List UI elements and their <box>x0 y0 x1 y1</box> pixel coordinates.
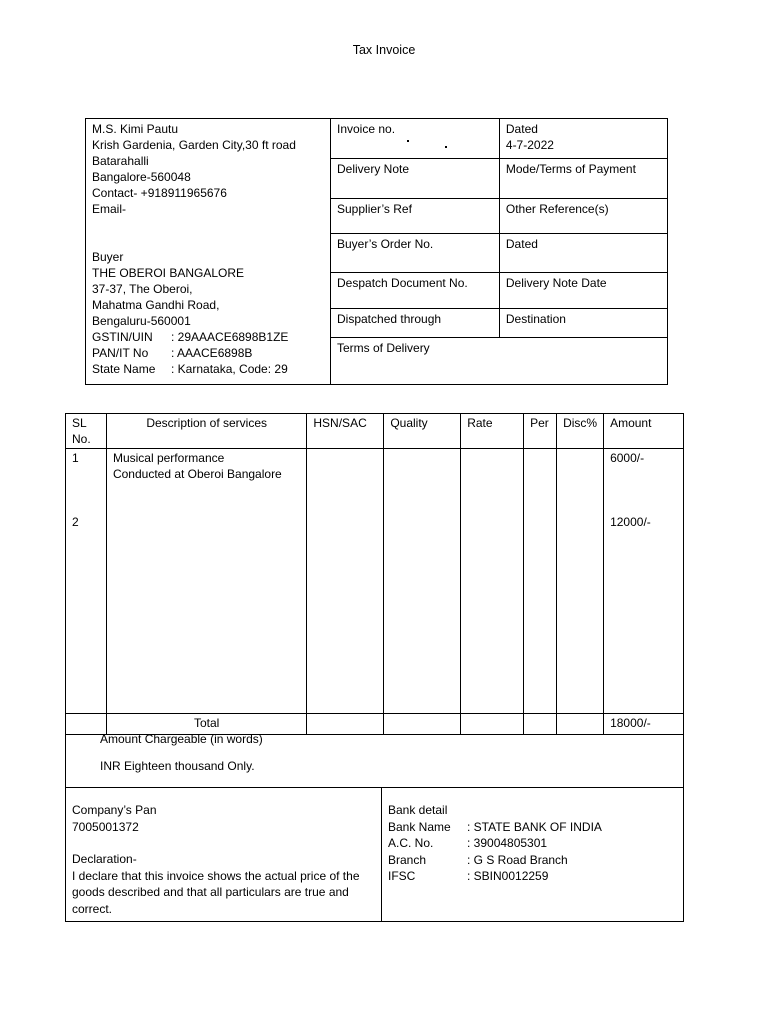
dated-value: 4-7-2022 <box>505 138 554 152</box>
ifsc-label: IFSC <box>388 869 416 883</box>
delivery-note-cell <box>331 159 500 199</box>
header-per: Per <box>524 414 557 449</box>
gstin-value: : 29AAACE6898B1ZE <box>171 330 289 344</box>
buyer-address-line1: 37-37, The Oberoi, <box>92 282 193 296</box>
account-value: : 39004805301 <box>467 836 548 850</box>
header-quality: Quality <box>384 414 461 449</box>
terms-of-delivery-label: Terms of Delivery <box>337 341 430 355</box>
buyer-address-line3: Bengaluru-560001 <box>92 314 191 328</box>
branch-value: : G S Road Branch <box>467 852 568 867</box>
bank-name-label: Bank Name <box>388 819 451 834</box>
amount-words-value: INR Eighteen thousand Only. <box>100 759 255 773</box>
amount-in-words-box <box>65 731 684 787</box>
amount-words-label: Amount Chargeable (in words) <box>100 732 263 746</box>
delivery-note-date-label: Delivery Note Date <box>505 276 607 290</box>
pan-value: : AAACE6898B <box>171 346 253 360</box>
branch-row <box>388 852 677 869</box>
dated-cell <box>499 119 667 159</box>
seller-email: Email- <box>92 202 127 216</box>
total-label: Total <box>106 714 306 735</box>
terms-of-delivery-cell <box>331 338 668 385</box>
header-disc: Disc% <box>557 414 604 449</box>
despatch-doc-cell <box>331 273 500 309</box>
buyer-gstin <box>92 329 324 345</box>
seller-name: M.S. Kimi Pautu <box>92 122 179 136</box>
seller-buyer-cell <box>86 119 331 385</box>
bank-name-value: : STATE BANK OF INDIA <box>467 819 602 834</box>
buyer-state <box>92 361 324 377</box>
footer-table <box>65 787 684 922</box>
destination-label: Destination <box>505 312 566 326</box>
seller-address-line3: Bangalore-560048 <box>92 170 191 184</box>
bank-detail-cell <box>382 788 684 922</box>
seller-address-line2: Batarahalli <box>92 154 149 168</box>
state-value: : Karnataka, Code: 29 <box>171 362 288 376</box>
delivery-note-date-cell <box>499 273 667 309</box>
document-title: Tax Invoice <box>352 43 416 57</box>
suppliers-ref-cell <box>331 199 500 234</box>
seller-address-line1: Krish Gardenia, Garden City,30 ft road <box>92 138 296 152</box>
seller-contact: Contact- +918911965676 <box>92 186 227 200</box>
stray-mark <box>445 146 447 148</box>
header-rate: Rate <box>461 414 524 449</box>
header-sl: SL No. <box>66 414 107 449</box>
mode-terms-cell <box>499 159 667 199</box>
items-table <box>65 413 684 735</box>
account-label: A.C. No. <box>388 836 434 850</box>
declaration-label: Declaration- <box>72 852 137 866</box>
bank-name-row <box>388 819 677 836</box>
buyer-address-line2: Mahatma Gandhi Road, <box>92 298 220 312</box>
delivery-note-label: Delivery Note <box>337 162 410 176</box>
dated2-label: Dated <box>505 237 538 251</box>
ifsc-row <box>388 868 677 885</box>
items-header-row <box>66 414 684 449</box>
company-pan-value: 7005001372 <box>72 819 139 834</box>
other-ref-label: Other Reference(s) <box>505 202 609 216</box>
branch-label: Branch <box>388 852 427 867</box>
header-description: Description of services <box>106 414 306 449</box>
bank-heading: Bank detail <box>388 803 448 817</box>
row1-amount: 6000/- <box>610 451 645 465</box>
state-label: State Name <box>92 362 156 376</box>
buyer-name: THE OBEROI BANGALORE <box>92 266 245 280</box>
buyers-order-cell <box>331 234 500 273</box>
dispatched-through-label: Dispatched through <box>337 312 442 326</box>
account-row <box>388 835 677 852</box>
items-body-row <box>66 449 684 714</box>
mode-terms-label: Mode/Terms of Payment <box>505 162 636 176</box>
invoice-no-cell <box>331 119 500 159</box>
pan-label: PAN/IT No <box>92 346 149 360</box>
dated-label: Dated <box>505 122 538 136</box>
declaration-text: I declare that this invoice shows the actual price of the goods described and that all particulars are true and correct. <box>72 868 360 916</box>
header-hsn: HSN/SAC <box>307 414 384 449</box>
invoice-header-table <box>85 118 668 385</box>
suppliers-ref-label: Supplier’s Ref <box>337 202 412 216</box>
header-amount: Amount <box>604 414 684 449</box>
ifsc-value: : SBIN0012259 <box>467 869 549 883</box>
dispatched-through-cell <box>331 309 500 338</box>
gstin-label: GSTIN/UIN <box>92 330 153 344</box>
total-amount: 18000/- <box>604 714 684 735</box>
buyers-order-label: Buyer’s Order No. <box>337 237 434 251</box>
other-ref-cell <box>499 199 667 234</box>
stray-mark <box>407 140 409 142</box>
row2-sl: 2 <box>72 515 79 529</box>
buyer-pan <box>92 345 324 361</box>
buyer-heading: Buyer <box>92 250 124 264</box>
despatch-doc-label: Despatch Document No. <box>337 276 468 290</box>
destination-cell <box>499 309 667 338</box>
company-declaration-cell <box>66 788 382 922</box>
row1-description-line1: Musical performance <box>112 451 225 465</box>
row2-amount: 12000/- <box>610 515 651 529</box>
row1-sl: 1 <box>72 451 79 465</box>
company-pan-label: Company’s Pan <box>72 803 157 817</box>
row1-description-line2: Conducted at Oberoi Bangalore <box>112 467 282 481</box>
invoice-no-label: Invoice no. <box>337 122 396 136</box>
dated2-cell <box>499 234 667 273</box>
